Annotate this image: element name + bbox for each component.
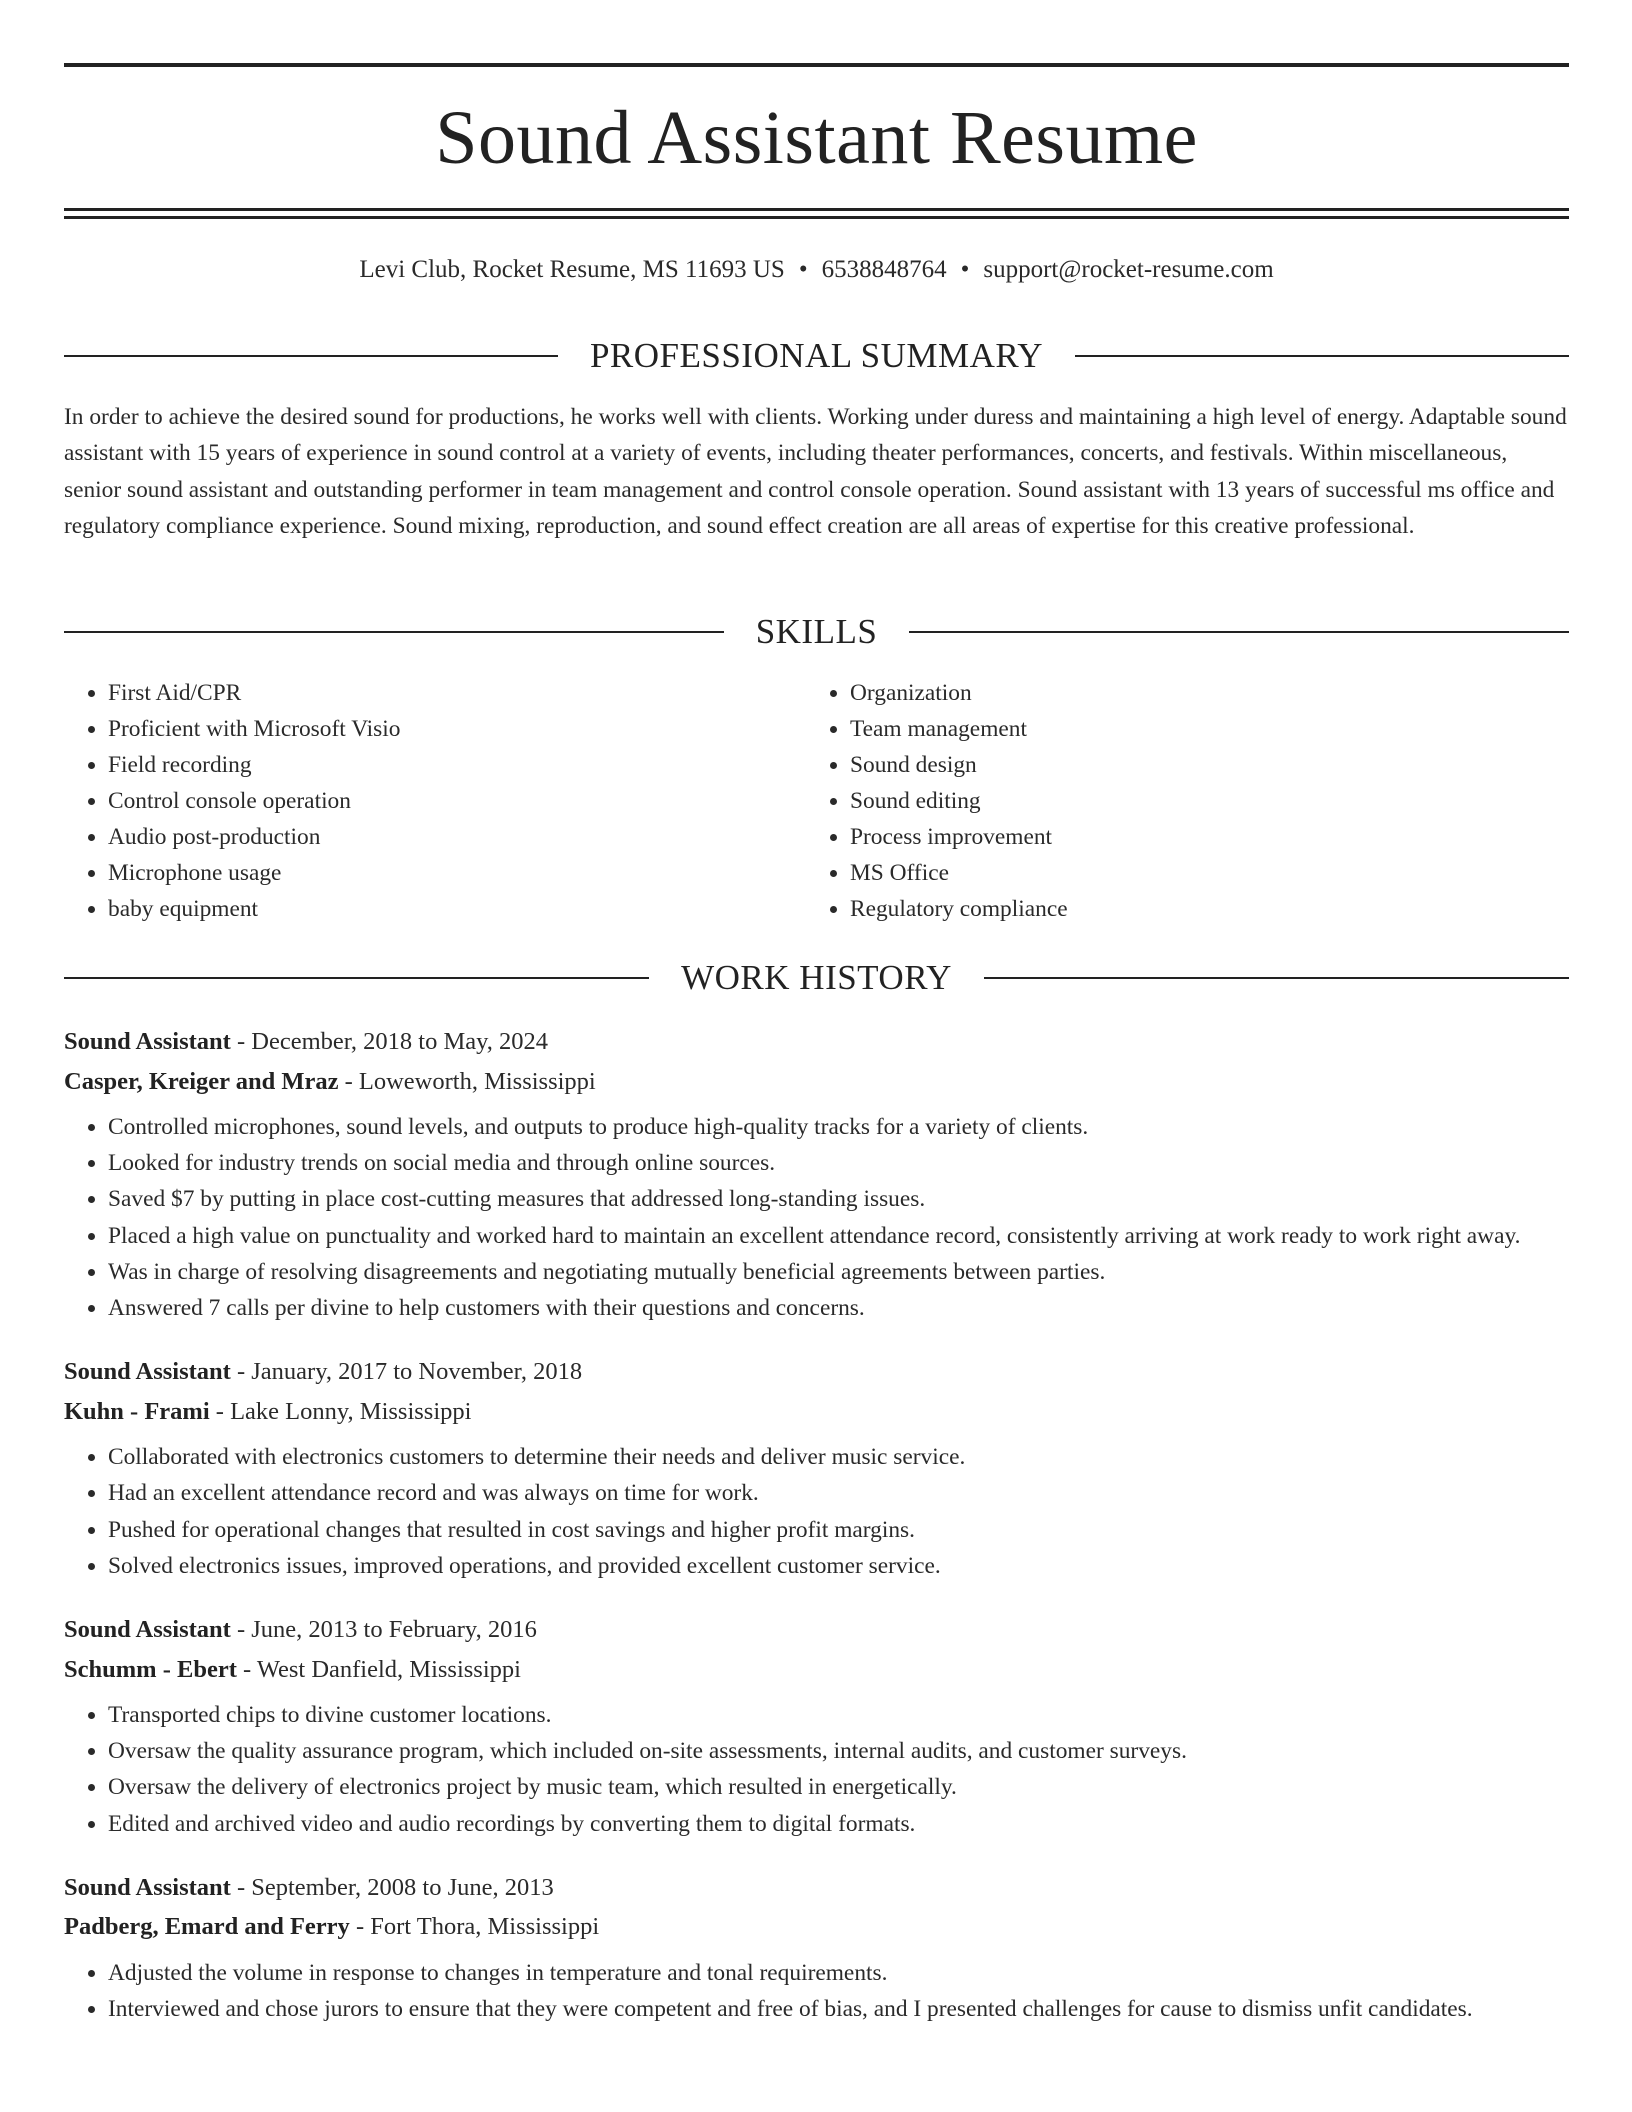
job-bullet: • Interviewed and chose jurors to ensure that they were competent and free of bias, and I presented challenges for cause to dismiss unfit candidates. <box>108 1991 1569 2027</box>
job-dates: September, 2008 to June, 2013 <box>251 1873 554 1901</box>
job-bullet: • Edited and archived video and audio recordings by converting them to digital formats. <box>108 1806 1569 1842</box>
job-bullet: • Pushed for operational changes that resulted in cost savings and higher profit margins. <box>108 1512 1569 1548</box>
skill-item: • MS Office <box>850 855 1548 891</box>
job-bullet: • Placed a high value on punctuality and worked hard to maintain an excellent attendance record, consistently arriving at work ready to work right away. <box>108 1218 1569 1254</box>
skill-item: • Organization <box>850 675 1548 711</box>
job-company-line: Kuhn - Frami - Lake Lonny, Mississippi <box>64 1397 472 1425</box>
job-title-line: Sound Assistant - January, 2017 to November, 2018 <box>64 1358 583 1386</box>
job-title-line: Sound Assistant - December, 2018 to May, 2024 <box>64 1028 549 1055</box>
job-title: Sound Assistant <box>64 1028 231 1055</box>
job-bullet: • Transported chips to divine customer locations. <box>108 1697 1569 1733</box>
job-bullet: • Collaborated with electronics customers to determine their needs and deliver music service. <box>108 1439 1569 1475</box>
job-bullets <box>64 1955 1569 2027</box>
section-rule-right <box>909 631 1569 633</box>
skill-item: • Audio post-production <box>108 819 806 855</box>
skill-item: • Proficient with Microsoft Visio <box>108 711 806 747</box>
skill-item: • Control console operation <box>108 783 806 819</box>
section-title-skills: SKILLS <box>755 612 878 651</box>
header-double-rule-upper <box>64 208 1569 211</box>
job-location: Loweworth, Mississippi <box>358 1067 596 1095</box>
job-company: Schumm - Ebert <box>64 1655 237 1683</box>
section-header-work-history <box>64 958 1569 998</box>
section-header-skills <box>64 612 1569 652</box>
job-title-line: Sound Assistant - September, 2008 to June, 2013 <box>64 1873 554 1901</box>
job-company-line: Padberg, Emard and Ferry - Fort Thora, Mississippi <box>64 1913 600 1941</box>
resume-title: Sound Assistant Resume <box>435 96 1198 180</box>
job-dates: January, 2017 to November, 2018 <box>251 1358 583 1386</box>
job-company: Kuhn - Frami <box>64 1397 210 1425</box>
job-company-line: Schumm - Ebert - West Danfield, Mississippi <box>64 1655 521 1683</box>
skill-item: • baby equipment <box>108 891 806 927</box>
section-header-summary <box>64 336 1569 376</box>
skills-list-left <box>64 675 806 927</box>
skill-item: • Sound design <box>850 747 1548 783</box>
contact-email: support@rocket-resume.com <box>983 256 1274 283</box>
skill-item: • Field recording <box>108 747 806 783</box>
job-bullet: • Oversaw the quality assurance program, which included on-site assessments, internal audits, and customer surveys. <box>108 1733 1569 1769</box>
skill-item: • Process improvement <box>850 819 1548 855</box>
job-location: Fort Thora, Mississippi <box>370 1913 600 1941</box>
job-bullet: • Looked for industry trends on social media and through online sources. <box>108 1145 1569 1181</box>
professional-summary-text: In order to achieve the desired sound for productions, he works well with clients. Working under duress and maintaining a high level of energy. Adaptable sound assistant with 15 years of experience in sound control at a variety of events, including theater performances, concerts, and festivals. Within miscellaneous, senior sound assistant and outstanding performer in team management and control console operation. Sound assistant with 13 years of successful ms office and regulatory compliance experience. Sound mixing, reproduction, and sound effect creation are all areas of expertise for this creative professional. <box>64 404 1567 540</box>
contact-separator: • <box>960 256 970 283</box>
contact-phone: 6538848764 <box>821 256 947 283</box>
skills-list-right <box>806 675 1548 927</box>
skill-item: • Regulatory compliance <box>850 891 1548 927</box>
job-title: Sound Assistant <box>64 1358 231 1386</box>
job-bullets <box>64 1697 1569 1842</box>
section-title-work-history: WORK HISTORY <box>681 958 952 997</box>
job-title: Sound Assistant <box>64 1873 231 1901</box>
work-history-list <box>64 1022 1569 2053</box>
job-company: Casper, Kreiger and Mraz <box>64 1067 339 1095</box>
skill-item: • Team management <box>850 711 1548 747</box>
job-location: Lake Lonny, Mississippi <box>230 1397 472 1425</box>
skill-item: • Sound editing <box>850 783 1548 819</box>
header-top-rule <box>64 63 1569 67</box>
job-company-line: Casper, Kreiger and Mraz - Loweworth, Mississippi <box>64 1067 596 1095</box>
job-bullet: • Was in charge of resolving disagreements and negotiating mutually beneficial agreements between parties. <box>108 1254 1569 1290</box>
section-rule-left <box>64 631 724 633</box>
section-rule-left <box>64 355 558 357</box>
job-bullet: • Solved electronics issues, improved operations, and provided excellent customer service. <box>108 1548 1569 1584</box>
job-bullets <box>64 1109 1569 1326</box>
job-bullet: • Had an excellent attendance record and was always on time for work. <box>108 1475 1569 1511</box>
job-entry <box>64 1022 1569 1326</box>
job-bullets <box>64 1439 1569 1584</box>
contact-line <box>64 254 1569 286</box>
job-bullet: • Controlled microphones, sound levels, and outputs to produce high-quality tracks for a variety of clients. <box>108 1109 1569 1145</box>
job-location: West Danfield, Mississippi <box>256 1655 521 1683</box>
job-title: Sound Assistant <box>64 1616 231 1644</box>
header-double-rule-lower <box>64 216 1569 219</box>
contact-separator: • <box>798 256 808 283</box>
skill-item: • Microphone usage <box>108 855 806 891</box>
section-rule-left <box>64 977 649 979</box>
job-entry <box>64 1352 1569 1584</box>
section-rule-right <box>1075 355 1569 357</box>
job-company: Padberg, Emard and Ferry <box>64 1913 350 1941</box>
section-rule-right <box>984 977 1569 979</box>
skills-columns <box>64 675 1569 927</box>
job-entry <box>64 1610 1569 1842</box>
job-title-line: Sound Assistant - June, 2013 to February, 2016 <box>64 1616 537 1644</box>
job-bullet: • Adjusted the volume in response to changes in temperature and tonal requirements. <box>108 1955 1569 1991</box>
contact-address: Levi Club, Rocket Resume, MS 11693 US <box>359 256 785 283</box>
job-dates: June, 2013 to February, 2016 <box>251 1616 537 1644</box>
job-bullet: • Saved $7 by putting in place cost-cutting measures that addressed long-standing issues. <box>108 1181 1569 1217</box>
job-entry <box>64 1868 1569 2027</box>
job-bullet: • Oversaw the delivery of electronics project by music team, which resulted in energetically. <box>108 1769 1569 1805</box>
job-bullet: • Answered 7 calls per divine to help customers with their questions and concerns. <box>108 1290 1569 1326</box>
job-dates: December, 2018 to May, 2024 <box>251 1028 549 1055</box>
skill-item: • First Aid/CPR <box>108 675 806 711</box>
section-title-summary: PROFESSIONAL SUMMARY <box>589 336 1044 375</box>
